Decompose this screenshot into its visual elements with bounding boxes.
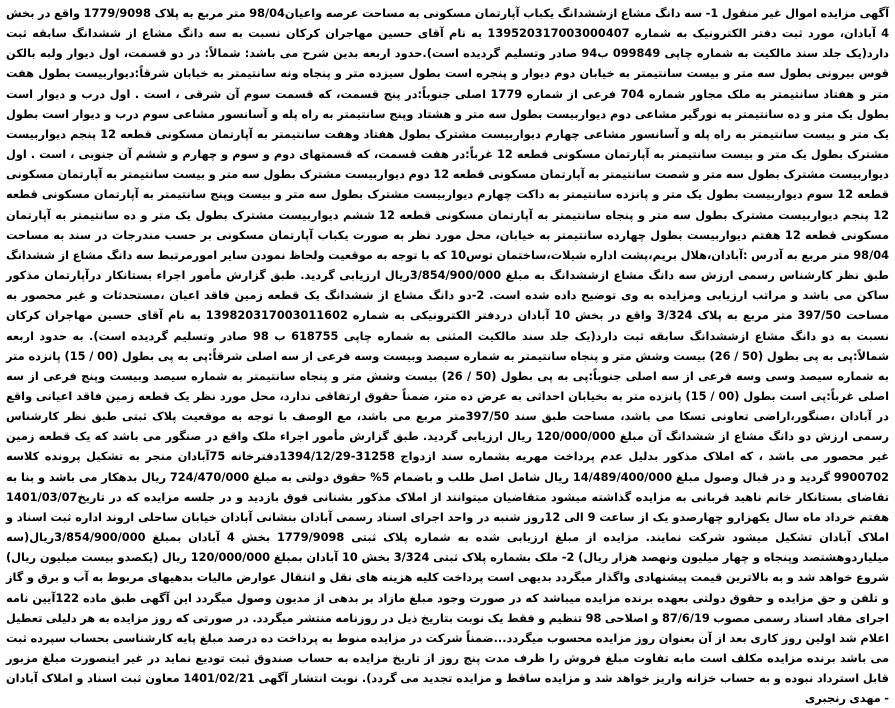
auction-notice-text: آگهی مزایده اموال غیر منقول 1- سه دانگ مشاع ازششدانگ یکباب آپارتمان مسکونی به مساحت عرصه واعیان98/04 متر مربع به پلاک 1779/9098 واقع در بخش 4 آبادان، مورد ثبت دفتر الکترونیک به شماره 139520317003000407 به نام آقای حسین مهاجران کرکان نسبت به سه دانگ مشاع از ششدانگ سابقه ثبت دارد(یک جلد سند مالکیت به شماره چاپی 099849 ب94 صادر وتسلیم گردیده است).حدود اربعه بدین شرح می باشد: شمالاً: در دو قسمت، اول دیوار ولبه بالکن قوس بیرونی بطول سه متر و بیست سانتیمتر به خیابان دوم دیوار و پنجره است بطول سیزده متر و پنجاه ونه سانتیمتر به خیابان شرقاً:دیواربیست بطول هفت متر و هفتاد سانتیمتر به ملک مجاور شماره 704 فرعی از شماره 1779 اصلی جنوباً:در پنج قسمت، که قسمت سوم آن شرقی ، است . اول درب و دیوار است بطول یک متر و ده سانتیمتر به نورگیر مشاعی دوم دیواربیست بطول سه متر و هشتاد وپنج سانتیمتر به راه پله و آسانسور مشاعی سوم درب و دیوار است بطول یک متر و بیست سانتیمتر به راه پله و آسانسور مشاعی چهارم دیواربیست مشترک بطول هفتاد وهفت سانتیمتر به آپارتمان مسکونی قطعه 12 پنجم دیواربیست مشترک بطول یک متر و بیست سانتیمتر به آپارتمان مسکونی قطعه 12 غرباً:در هفت قسمت، که قسمتهای دوم و سوم و چهارم و ششم آن جنوبی ، است . اول دیواربیست مشترک بطول سه متر و شصت سانتیمتر به آپارتمان مسکونی قطعه 12 دوم دیواربیست مشترک بطول سه متر و بیست سانتیمتر به آپارتمان مسکونی قطعه 12 سوم دیواربیست بطول یک متر و پانزده سانتیمتر به داکت چهارم دیواربیست مشترک بطول سه متر و بیست وپنج سانتیمتر به آپارتمان مسکونی قطعه 12 پنجم دیواربیست مشترک بطول سه متر و پنجاه سانتیمتر به آپارتمان مسکونی قطعه 12 ششم دیواربیست مشترک بطول یک متر و ده سانتیمتر به آپارتمان مسکونی قطعه 12 هفتم دیواربیست بطول چهارده سانتیمتر به خیابان، محل مورد نظر به صورت یکباب آپارتمان مسکونی بر حسب مندرجات در سند به مساحت 98/04 متر مربع به آدرس :آبادان،هلال بریم،پشت اداره شیلات،ساختمان توس10 که با توجه به موقعیت ولحاظ نمودن سایر امورمرتبط سه دانگ مشاع از ششدانگ طبق نظر کارشناس رسمی ارزش سه دانگ مشاع ازششدانگ به مبلغ 3/854/900/000ریال ارزیابی گردید. طبق گزارش مأمور اجراء بستانکار درآپارتمان مذکور ساکن می باشد و مراتب ارزیابی ومزایده به وی توضیح داده شده است. 2-دو دانگ مشاع از ششدانگ یک قطعه زمین فاقد اعیان ،مستحدثات و غیر محصور به مساحت 397/50 متر مربع به پلاک 3/324 واقع در بخش 10 آبادان دردفتر الکترونیکی به شماره 139820317003011602 به نام آقای حسین مهاجران کرکان نسبت به دو دانگ مشاع ازششدانگ سابقه ثبت دارد(یک جلد سند مالکیت المثنی به شماره چاپی 618755 ب 98 صادر وتسلیم گردیده است). به حدود اربعه شمالاً:پی به پی بطول (50 / 26) بیست وشش متر و پنجاه سانتیمتر به شماره سیصد وبیست وسه فرعی از سه اصلی شرقاً:پی به پی بطول (00 / 15) پانزده متر به شماره سیصد وسی وسه فرعی از سه اصلی جنوباً:پی به پی بطول (50 / 26) بیست وشش متر و پنجاه سانتیمتر به شماره سیصد وبیست وپنج فرعی از سه اصلی غرباً:پی است بطول (00 / 15) پانزده متر به بخیابان احداثی به عرض ده متر، ضمناً حقوق ارتفاقی ندارد، محل مورد نظر یک قطعه زمین فاقد اعیانی واقع در آبادان ،صنگور،اراضی تعاونی تسکا می باشد، مساحت طبق سند 397/50متر مربع می باشد، مع الوصف با توجه به موقعیت پلاک ثبتی طبق نظر کارشناس رسمی ارزش دو دانگ مشاع از ششدانگ آن مبلغ 120/000/000 ریال ارزیابی گردید. طبق گزارش مأمور اجراء ملک واقع در صنگور می باشد که یک قطعه زمین غیر محصور می باشد ، که املاک مذکور بدلیل عدم پرداخت مهریه بشماره سند ازدواج 31258-1394/12/29دفترخانه 75آبادان منجر به تشکیل پرونده کلاسه 9900702 گردید و در قبال وصول مبلغ 14/489/400/000 ریال شامل اصل طلب و باضمام 5% حقوق دولتی به مبلغ 724/470/000 ریال بدهکار می باشد و بنا به تقاضای بستانکار خانم ناهید قربانی به مزایده گذاشته میشود متقاضیان میتوانند از املاک مذکور بشنانی فوق بازدید و در جلسه مزایده که در تاریخ1401/03/07 هفتم خرداد ماه سال یکهزارو چهارصدو یک از ساعت 9 الی 12روز شنبه در واحد اجرای اسناد رسمی آبادان بنشانی آبادان خیابان ساحلی اروند اداره ثبت اسناد و املاک آبادان تشکیل میشود شرکت نمایند. مزایده از مبلغ ارزیابی شده به شماره پلاک ثبتی 1779/9098 بخش 4 آبادان بمبلغ 3/854/900/000ریال(سه میلیاردوهشتصد وپنجاه و چهار میلیون ونهصد هزار ریال) 2- ملک بشماره پلاک ثبتی 3/324 بخش 10 آبادان بمبلغ 120/000/000 ریال (یکصدو بیست میلیون ریال) شروع خواهد شد و به بالاترین قیمت پیشنهادی واگذار میگردد بدیهی است پرداخت کلیه هزینه های نقل و انتقال عوارض مالیات بدهیهای مربوط به آب و برق و گاز و تلفن و حق مزایده و حقوق دولتی بعهده برنده مزایده میباشد که در صورت وجود مبلغ مازاد بر بدهی از مدیون وصول میگردد این آگهی طبق ماده 122آیین نامه اجرای مفاد اسناد رسمی مصوب 87/6/19 و اصلاحی 98 تنظیم و فقط یک نوبت بتاریخ ذیل در روزنامه منتشر میگردد. در صورتی که روز مزایده به هر دلیلی تعطیل اعلام شد اولین روز کاری بعد از آن بعنوان روز مزایده محسوب میگردد...ضمناً شرکت در مزایده منوط به پرداخت ده درصد مبلغ پایه کارشناسی بحساب سپرده ثبت می باشد برنده مزایده مکلف است مابه تفاوت مبلغ فروش را ظرف مدت پنج روز از تاریخ مزایده به حساب صندوق ثبت تودیع نماید در غیر اینصورت مبلغ مزبور قابل استرداد نبوده و به حساب خزانه واریز خواهد شد و مزایده ساقط و مزایده تجدید می گردد). نوبت انتشار آگهی 1401/02/21 معاون ثبت اسناد و املاک آبادان - مهدی رنجبری [6,6,890,706]
